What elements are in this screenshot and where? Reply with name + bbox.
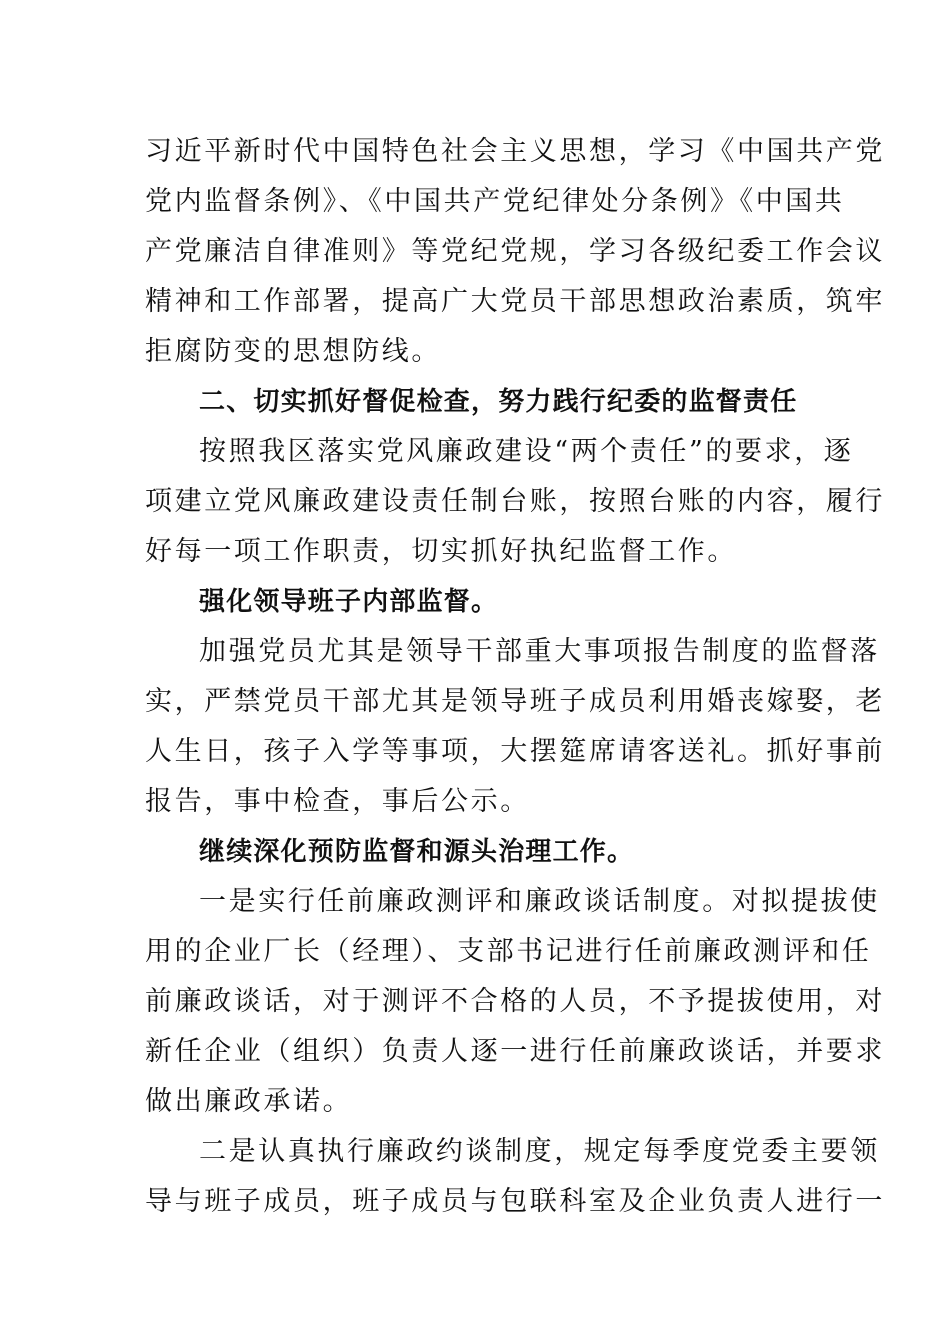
paragraph-line: 产党廉洁自律准则》等党纪党规，学习各级纪委工作会议: [145, 236, 885, 267]
section-heading: 二、切实抓好督促检查，努力践行纪委的监督责任: [199, 387, 798, 417]
paragraph-line: 党内监督条例》、《中国共产党纪律处分条例》《中国共: [145, 186, 845, 217]
paragraph-line: 一是实行任前廉政测评和廉政谈话制度。对拟提拔使: [199, 886, 880, 917]
paragraph-line: 精神和工作部署，提高广大党员干部思想政治素质，筑牢: [145, 286, 885, 317]
paragraph-line: 报告，事中检查，事后公示。: [145, 786, 530, 817]
paragraph-line: 用的企业厂长（经理）、支部书记进行任前廉政测评和任: [145, 936, 872, 967]
subsection-heading: 继续深化预防监督和源头治理工作。: [199, 837, 635, 867]
paragraph-line: 拒腐防变的思想防线。: [145, 336, 441, 367]
paragraph-line: 新任企业（组织）负责人逐一进行任前廉政谈话，并要求: [145, 1036, 885, 1067]
paragraph-line: 二是认真执行廉政约谈制度，规定每季度党委主要领: [199, 1136, 880, 1167]
paragraph-line: 加强党员尤其是领导干部重大事项报告制度的监督落: [199, 636, 880, 667]
paragraph-line: 实，严禁党员干部尤其是领导班子成员利用婚丧嫁娶，老: [145, 686, 885, 717]
paragraph-line: 前廉政谈话，对于测评不合格的人员，不予提拔使用，对: [145, 986, 885, 1017]
paragraph-line: 按照我区落实党风廉政建设“两个责任”的要求，逐: [199, 436, 854, 467]
subsection-heading: 强化领导班子内部监督。: [199, 587, 499, 617]
paragraph-line: 项建立党风廉政建设责任制台账，按照台账的内容，履行: [145, 486, 885, 517]
paragraph-line: 习近平新时代中国特色社会主义思想，学习《中国共产党: [145, 136, 885, 167]
paragraph-line: 人生日，孩子入学等事项，大摆筵席请客送礼。抓好事前: [145, 736, 885, 767]
paragraph-line: 好每一项工作职责，切实抓好执纪监督工作。: [145, 536, 737, 567]
paragraph-line: 导与班子成员，班子成员与包联科室及企业负责人进行一: [145, 1186, 885, 1217]
paragraph-line: 做出廉政承诺。: [145, 1086, 353, 1117]
